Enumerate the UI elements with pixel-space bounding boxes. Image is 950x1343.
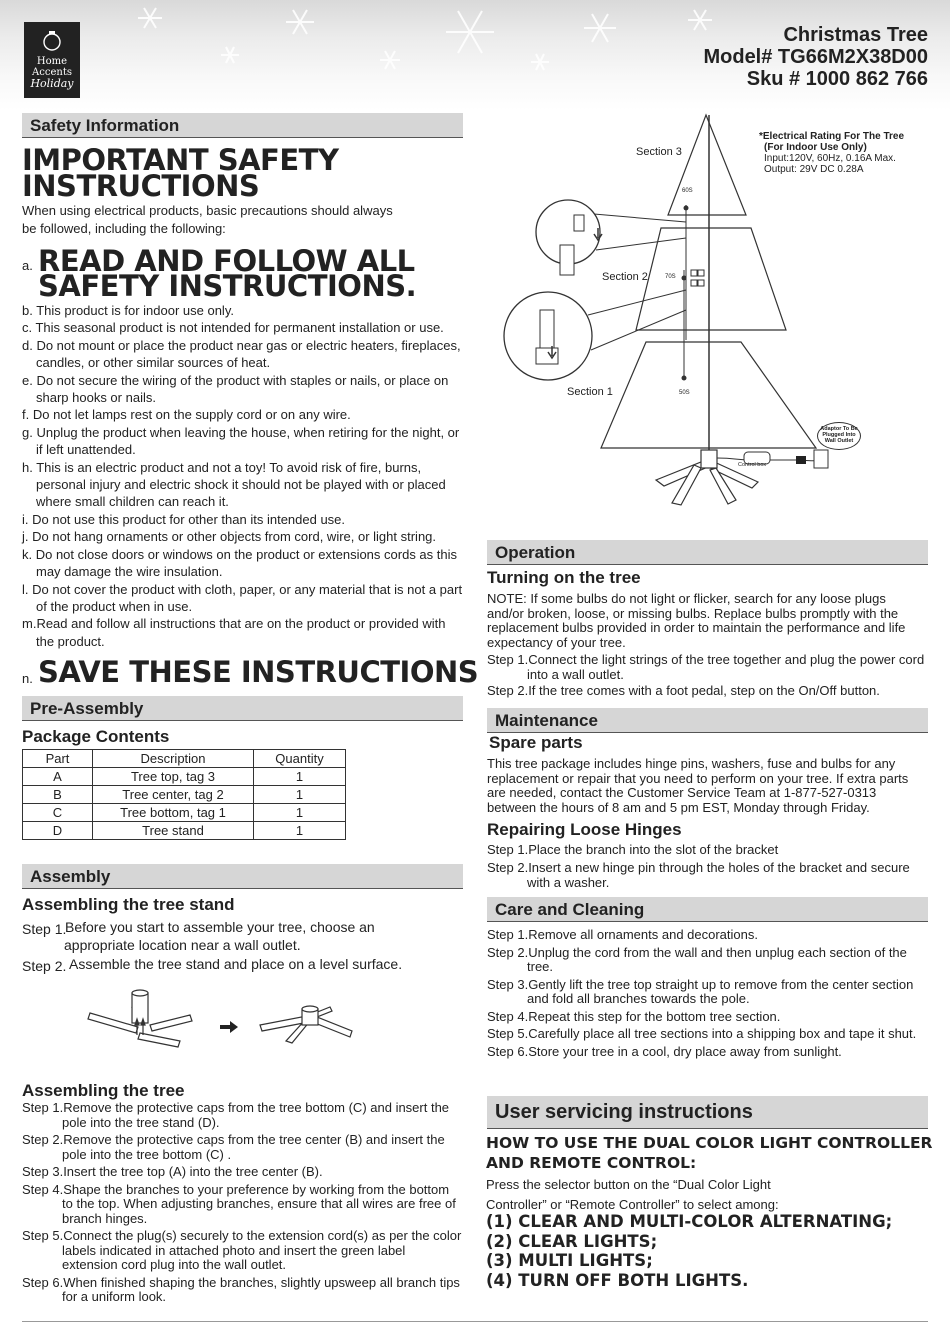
cell-part: A [23,768,93,786]
logo-line2: Accents [32,67,72,78]
section-safety: Safety Information [22,113,463,138]
servicing-text-2: Controller” or “Remote Controller” to select among: [486,1197,779,1212]
servicing-heading-2: AND REMOTE CONTROL: [486,1154,697,1172]
operation-note: NOTE: If some bulbs do not light or flicker, search for any loose plugs and/or broken, loose, or missing bulbs. Replace bulbs promptly with the replacement bulbs provided in order to maintain the performance and life expectancy of your tree. [487,591,906,650]
label-60s: 60S [682,188,693,194]
section-assembly: Assembly [22,864,463,889]
package-contents-table [22,749,346,840]
rating-title: *Electrical Rating For The Tree [759,131,905,142]
operation-step-2: Step 2.If the tree comes with a foot pedal, step on the On/Off button. [487,683,880,698]
safety-item-b: b. This product is for indoor use only. [22,303,234,318]
product-title: Christmas Tree [783,24,928,46]
package-contents-heading: Package Contents [22,727,170,746]
tree-step-5: Step 5.Connect the plug(s) securely to the extension cord(s) as per the color labels indicated in attached photo and insert the green label extension cord plug into the wall outlet. [22,1228,462,1272]
item-a-line2: SAFETY INSTRUCTIONS. [38,269,417,303]
brand-logo [24,22,80,98]
safety-heading-2: INSTRUCTIONS [22,169,260,203]
option-1: (1) CLEAR AND MULTI-COLOR ALTERNATING; [486,1212,893,1231]
item-a-line1: READ AND FOLLOW ALL [38,244,415,278]
tree-section2-shape [636,228,786,330]
col-description: Description [93,750,254,768]
label-section3: Section 3 [636,146,682,158]
hinges-heading: Repairing Loose Hinges [487,820,682,839]
table-header-row [23,750,346,768]
product-model: Model# TG66M2X38D00 [703,46,928,68]
safety-item-h: h. This is an electric product and not a toy! To avoid risk of fire, burns, personal injury and electric shock it should not be played with or placed where small children can reach it. [22,459,446,510]
safety-item-j: j. Do not hang ornaments or other objects from cord, wire, or light string. [22,529,437,545]
tree-diagram [496,110,936,520]
table-row [23,786,346,804]
section-maintenance: Maintenance [487,708,928,733]
table-row [23,822,346,840]
spare-parts-heading: Spare parts [489,733,583,752]
item-n-marker: n. [22,671,33,686]
safety-intro-1: When using electrical products, basic precautions should always [22,203,393,218]
cell-quantity: 1 [254,822,346,840]
tree-step-4: Step 4.Shape the branches to your preference by working from the bottom to the top. When adjusting branches, ensure that all wires are free of branch hinges. [22,1181,456,1226]
care-step-6: Step 6.Store your tree in a cool, dry place away from sunlight. [487,1043,842,1059]
hinges-step-1: Step 1.Place the branch into the slot of the bracket [487,842,779,857]
stand-heading: Assembling the tree stand [22,895,235,914]
label-section2: Section 2 [602,271,648,283]
section-care: Care and Cleaning [487,897,928,922]
stand-step2-label: Step 2. [22,958,67,974]
operation-heading: Turning on the tree [487,568,641,587]
safety-list [22,302,464,650]
tree-step-6: Step 6.When finished shaping the branches, slightly upsweep all branch tips for a uniform look. [22,1274,460,1304]
label-50s: 50S [679,390,690,396]
tree-step-3: Step 3.Insert the tree top (A) into the tree center (B). [22,1164,323,1179]
safety-item-k: k. Do not close doors or windows on the product or extensions cords as this may damage the wire insulation. [22,546,457,580]
servicing-text-1: Press the selector button on the “Dual Color Light [486,1177,771,1192]
cell-quantity: 1 [254,768,346,786]
footer-divider [22,1321,928,1322]
safety-item-f: f. Do not let lamps rest on the supply cord or on any wire. [22,407,351,423]
stand-step1-label: Step 1. [22,921,67,937]
safety-item-c: c. This seasonal product is not intended for permanent installation or use. [22,320,444,336]
option-4: (4) TURN OFF BOTH LIGHTS. [486,1270,749,1290]
cell-quantity: 1 [254,786,346,804]
logo-line1: Home [36,56,68,67]
servicing-heading-1: HOW TO USE THE DUAL COLOR LIGHT CONTROLLER [486,1134,933,1152]
safety-item-d: d. Do not mount or place the product near gas or electric heaters, fireplaces, candles, or other similar sources of heat. [22,337,461,371]
care-step-4: Step 4.Repeat this step for the bottom tree section. [487,1008,781,1024]
cell-description: Tree center, tag 2 [93,786,254,804]
col-quantity: Quantity [254,750,346,768]
cell-part: B [23,786,93,804]
adaptor-label: Adaptor To Be Plugged Into Wall Outlet [817,422,861,450]
rating-output: Output: 29V DC 0.28A [764,164,864,175]
tree-section3-shape [668,115,746,215]
label-section1: Section 1 [567,386,613,398]
label-70s: 70S [665,274,676,280]
option-2: (2) CLEAR LIGHTS; [486,1231,658,1251]
care-step-2: Step 2.Unplug the cord from the wall and then unplug each section of the tree. [487,944,907,974]
safety-item-i: i. Do not use this product for other than its intended use. [22,511,346,527]
item-n-text: SAVE THESE INSTRUCTIONS [38,655,479,689]
safety-item-m: m.Read and follow all instructions that are on the product or provided with the product. [22,616,446,649]
safety-item-l: l. Do not cover the product with cloth, paper, or any material that is not a part of the product when in use. [22,581,463,614]
care-step-3: Step 3.Gently lift the tree top straight up to remove from the center section and fold all branches towards the pole. [487,976,914,1006]
safety-item-e: e. Do not secure the wiring of the product with staples or nails, or place on sharp hooks or nails. [22,372,449,406]
table-row [23,768,346,786]
ornament-icon [42,28,62,52]
product-sku: Sku # 1000 862 766 [746,68,928,90]
safety-item-g: g. Unplug the product when leaving the house, when retiring for the night, or if left unattended. [22,424,460,458]
logo-line3: Holiday [30,77,74,90]
section-operation: Operation [487,540,928,565]
care-step-5: Step 5.Carefully place all tree sections into a shipping box and tape it shut. [487,1026,917,1041]
care-steps [487,928,927,1059]
cell-part: D [23,822,93,840]
section-preassembly: Pre-Assembly [22,696,463,721]
cell-quantity: 1 [254,804,346,822]
servicing-options [486,1212,892,1290]
tree-steps [22,1101,462,1305]
option-3: (3) MULTI LIGHTS; [486,1251,653,1270]
stand-illustration [80,985,380,1055]
table-row [23,804,346,822]
tree-heading: Assembling the tree [22,1081,185,1100]
safety-intro-2: be followed, including the following: [22,221,226,236]
stand-step2: Assemble the tree stand and place on a level surface. [69,956,403,972]
cell-description: Tree stand [93,822,254,840]
cell-description: Tree bottom, tag 1 [93,804,254,822]
item-a-marker: a. [22,258,33,273]
section-servicing: User servicing instructions [487,1096,928,1129]
tree-step-1: Step 1.Remove the protective caps from the tree bottom (C) and insert the pole into the tree stand (D). [22,1100,450,1130]
tree-step-2: Step 2.Remove the protective caps from the tree center (B) and insert the pole into the tree bottom (C) . [22,1132,445,1162]
col-part: Part [23,750,93,768]
care-step-1: Step 1.Remove all ornaments and decorations. [487,927,758,942]
spare-parts-text: This tree package includes hinge pins, washers, fuse and bulbs for any replacement or repair that you need to perform on your tree. If extra parts are needed, contact the Customer Service Team at 1-877-527-0313 between the hours of 8 am and 5 pm EST, Monday through Friday. [487,756,909,815]
stand-shape [656,450,758,505]
rating-input: Input:120V, 60Hz, 0.16A Max. [764,153,896,164]
stand-step1: Before you start to assemble your tree, choose an appropriate location near a wall outlet. [64,919,375,953]
cell-description: Tree top, tag 3 [93,768,254,786]
safety-heading-1: IMPORTANT SAFETY [22,143,339,177]
control-box-label: Control box [738,462,767,468]
cell-part: C [23,804,93,822]
operation-step-1: Step 1.Connect the light strings of the tree together and plug the power cord into a wall outlet. [487,652,925,682]
hinges-step-2: Step 2.Insert a new hinge pin through the holes of the bracket and secure with a washer. [487,860,910,890]
rating-sub: (For Indoor Use Only) [764,142,867,153]
arrow-right-icon [220,1021,238,1033]
